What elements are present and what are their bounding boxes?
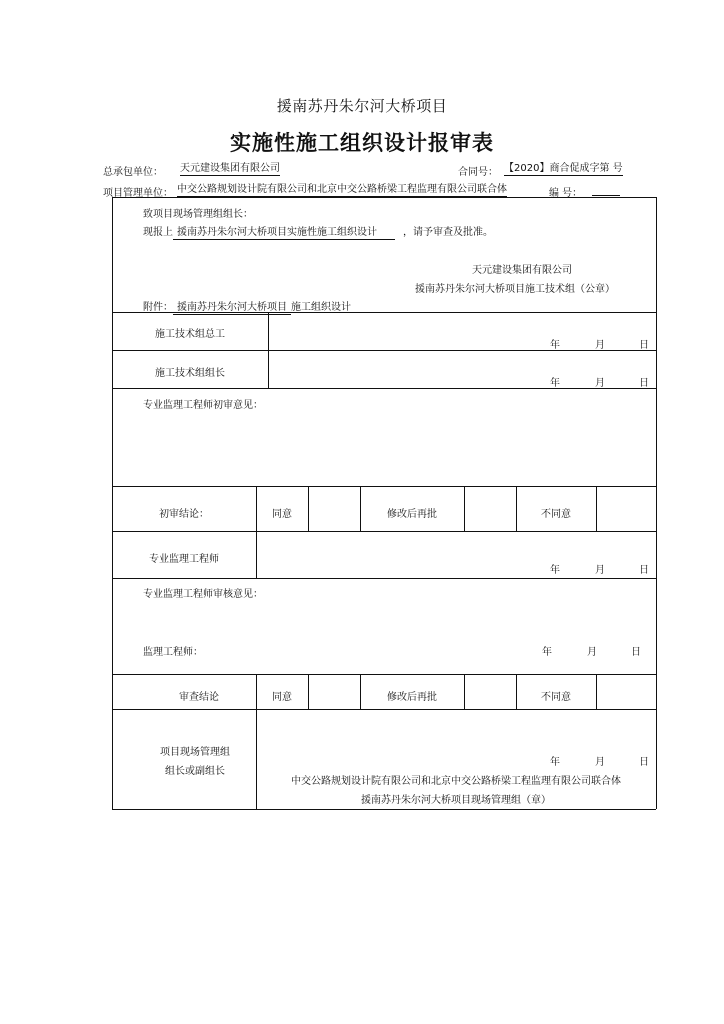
- revise-option: 修改后再批: [387, 509, 437, 520]
- date-year: 年: [550, 565, 560, 576]
- contractor-value: 天元建设集团有限公司: [180, 163, 280, 174]
- row-divider: [112, 578, 656, 579]
- col-divider: [596, 486, 597, 531]
- date-day: 日: [639, 340, 649, 351]
- contractor-company: 天元建设集团有限公司: [472, 265, 572, 276]
- table-top-border: [112, 197, 656, 198]
- number-blank: [592, 195, 620, 196]
- table-left-border: [112, 197, 113, 809]
- date-year: 年: [550, 757, 560, 768]
- col-divider: [464, 486, 465, 531]
- initial-conclusion-label: 初审结论：: [159, 509, 209, 520]
- form-title: 实施性施工组织设计报审表: [230, 131, 494, 155]
- date-month: 月: [595, 378, 605, 389]
- disagree-option: 不同意: [541, 509, 571, 520]
- row-divider: [112, 531, 656, 532]
- supervision-org: 中交公路规划设计院有限公司和北京中交公路桥梁工程监理有限公司联合体: [291, 776, 621, 787]
- row-divider: [112, 674, 656, 675]
- col-divider: [596, 674, 597, 709]
- table-right-border: [656, 197, 657, 809]
- date-day: 日: [639, 565, 649, 576]
- date-year: 年: [550, 378, 560, 389]
- tech-group-seal: 援南苏丹朱尔河大桥项目施工技术组（公章）: [415, 284, 615, 295]
- row-divider: [112, 486, 656, 487]
- date-month: 月: [587, 647, 597, 658]
- agree-option: 同意: [272, 509, 292, 520]
- row-divider: [112, 709, 656, 710]
- date-month: 月: [595, 565, 605, 576]
- date-day: 日: [639, 757, 649, 768]
- col-divider: [308, 674, 309, 709]
- audit-opinion-label: 专业监理工程师审核意见：: [143, 589, 263, 600]
- agree-option: 同意: [272, 692, 292, 703]
- initial-review-opinion-label: 专业监理工程师初审意见：: [143, 400, 263, 411]
- site-management-group-seal: 援南苏丹朱尔河大桥项目现场管理组（章）: [361, 795, 551, 806]
- col-divider: [308, 486, 309, 531]
- col-divider: [268, 312, 269, 388]
- audit-conclusion-label: 审查结论: [179, 692, 219, 703]
- date-month: 月: [595, 340, 605, 351]
- contractor-label: 总承包单位：: [103, 167, 163, 178]
- addressee: 致项目现场管理组组长：: [143, 209, 253, 220]
- attachment-line: 附件： 援南苏丹朱尔河大桥项目 施工组织设计: [143, 302, 351, 313]
- submit-line: 现报上 援南苏丹朱尔河大桥项目实施性施工组织设计 ，请予审查及批准。: [143, 227, 493, 238]
- disagree-option: 不同意: [541, 692, 571, 703]
- group-leader-label: 施工技术组组长: [155, 368, 225, 379]
- project-name: 援南苏丹朱尔河大桥项目: [276, 97, 448, 115]
- date-day: 日: [639, 378, 649, 389]
- col-divider: [256, 531, 257, 578]
- chief-engineer-label: 施工技术组总工: [155, 329, 225, 340]
- row-divider: [112, 350, 656, 351]
- mgmt-label: 项目管理单位：: [103, 188, 173, 199]
- specialist-engineer-label: 专业监理工程师: [149, 554, 219, 565]
- table-bottom-border: [112, 809, 656, 810]
- col-divider: [464, 674, 465, 709]
- supervisor-label: 监理工程师：: [143, 647, 203, 658]
- date-year: 年: [542, 647, 552, 658]
- contract-no-label: 合同号：: [458, 167, 498, 178]
- revise-option: 修改后再批: [387, 692, 437, 703]
- date-year: 年: [550, 340, 560, 351]
- row-divider: [112, 388, 656, 389]
- site-manager-label-line2: 组长或副组长: [165, 766, 225, 777]
- site-manager-label-line1: 项目现场管理组: [160, 747, 230, 758]
- contract-no-value: 【2020】商合促成字第 号: [504, 163, 623, 174]
- date-month: 月: [595, 757, 605, 768]
- date-day: 日: [631, 647, 641, 658]
- number-label: 编 号：: [549, 188, 583, 199]
- mgmt-value: 中交公路规划设计院有限公司和北京中交公路桥梁工程监理有限公司联合体: [177, 184, 507, 195]
